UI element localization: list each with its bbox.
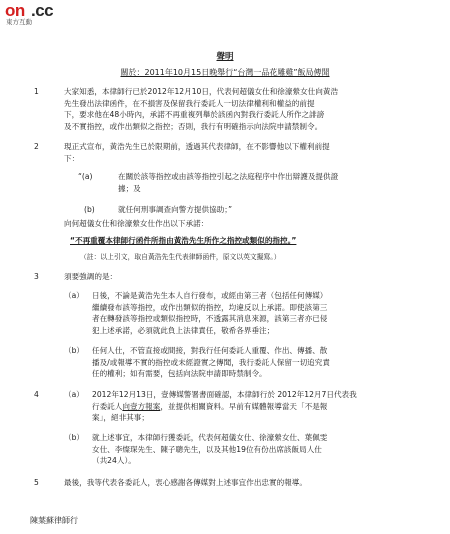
paragraph-1-line: 及不實指控，或作出類似之指控；否則，我行有明確指示向法院申請禁制令。 xyxy=(64,121,323,131)
site-logo[interactable] xyxy=(5,2,75,26)
paragraph-4b-label: （b） xyxy=(64,433,85,442)
firm-signature: 陳葉蘇律師行 xyxy=(30,516,78,525)
logo-brand-on: on xyxy=(5,1,25,20)
document-subject: 關於：2011年10月15日晚舉行“台灣一品花雕雞”飯局傳聞 xyxy=(120,68,330,77)
paragraph-4-number: 4 xyxy=(34,390,39,399)
paragraph-2a-line: 在關於該等指控或由該等指控引起之法庭程序中作出辯護及提供證 xyxy=(118,172,339,181)
paragraph-1-line: 先生發出法律函件，在不損害及保留我行委託人一切法律權利和權益的前提 xyxy=(64,98,315,108)
paragraph-3a-line: 者在轉發該等指控或類似指控時，不透露其消息來源，該第三者亦已侵 xyxy=(92,314,328,323)
paragraph-3a-line: 日後，不論是黃浩先生本人自行發布，或經由第三者（包括任何傳媒） xyxy=(92,291,328,300)
paragraph-2b: 就任何刑事調查向警方提供協助；” xyxy=(118,205,233,214)
paragraph-2-line: 下： xyxy=(64,153,80,163)
paragraph-3b xyxy=(92,345,444,380)
paragraph-4a-text: 行委託人 xyxy=(92,401,123,411)
paragraph-4a-text: ，並提供相關資料。早前有媒體報導當天「不是報 xyxy=(160,401,328,411)
paragraph-2-undertaking: “不再重覆本律師行函件所指由黃浩先生所作之指控或類似的指控。” xyxy=(70,236,297,245)
paragraph-2 xyxy=(64,141,444,164)
paragraph-4b-line: 就上述事宜，本律師行獲委託，代表何超儀女仕、徐濠縈女仕、葉佩雯 xyxy=(92,433,328,442)
paragraph-3-number: 3 xyxy=(34,272,39,281)
paragraph-2-undertaking-intro: 向何超儀女仕和徐濠縈女仕作出以下承諾： xyxy=(64,219,209,228)
paragraph-3b-line: 播及/或報導不實的指控或未經證實之傳聞，我行委託人保留一切追究責 xyxy=(92,357,330,367)
paragraph-2-note: （註：以上引文，取自黃浩先生代表律師函件，原文以英文擬寫。） xyxy=(80,253,281,261)
paragraph-4a-line: 2012年12月13日，壹傳媒警署書面確認，本律師行於 2012年12月7日代表我 xyxy=(92,390,357,399)
paragraph-4a-line: 案」，絕非其事； xyxy=(92,413,149,422)
paragraph-5-number: 5 xyxy=(34,478,39,487)
paragraph-2a-label: “(a) xyxy=(78,172,93,181)
paragraph-2-line: 現正式宣布，黃浩先生已於限期前，透過其代表律師，在不影響他以下權利前提 xyxy=(64,142,330,151)
paragraph-1-line: 大家知悉，本律師行已於2012年12月10日，代表何超儀女仕和徐濠縈女仕向黃浩 xyxy=(64,87,339,96)
document-title: 聲明 xyxy=(216,52,234,62)
paragraph-3a-label: （a） xyxy=(64,291,84,300)
paragraph-1 xyxy=(64,86,444,132)
paragraph-3a-line: 繼續發布該等指控，或作出類似的指控，均違反以上承諾。即使該第三 xyxy=(92,302,328,312)
paragraph-3a-line: 犯上述承諾，必須就此負上法律責任，敬希各界垂注； xyxy=(92,325,275,335)
paragraph-4b-line: 女仕、李燦琛先生、陳子聰先生，以及其他19位有份出席該飯局人仕 xyxy=(92,444,322,454)
paragraph-3a xyxy=(92,290,444,336)
paragraph-4b xyxy=(92,432,444,467)
paragraph-4a xyxy=(92,389,444,424)
paragraph-3b-line: 任的權利；如有需要，包括向法院申請即時禁制令。 xyxy=(92,369,267,378)
logo-brand-cc: .cc xyxy=(31,1,54,20)
paragraph-2a xyxy=(118,171,438,194)
paragraph-2-number: 2 xyxy=(34,142,39,151)
paragraph-4a-line xyxy=(92,401,444,413)
paragraph-4a-underlined: 向壹方報案 xyxy=(122,401,161,411)
paragraph-1-line: 下，要求他在48小時內，承諾不再重複列舉於該函內對我行委託人所作之誹謗 xyxy=(64,110,325,119)
paragraph-3-heading: 須要強調的是： xyxy=(64,272,118,281)
paragraph-1-number: 1 xyxy=(34,87,39,96)
logo-subtitle: 東方互動 xyxy=(6,18,32,26)
paragraph-4b-line: （共24人）。 xyxy=(92,456,136,465)
paragraph-3b-label: （b） xyxy=(64,346,85,355)
paragraph-2b-label: (b) xyxy=(84,205,95,214)
paragraph-4a-label: （a） xyxy=(64,390,84,399)
paragraph-5: 最後，我等代表各委託人，衷心感謝各傳媒對上述事宜作出忠實的報導。 xyxy=(64,478,307,487)
paragraph-2a-line: 據；及 xyxy=(118,183,141,193)
paragraph-3b-line: 任何人仕，不管直接或間接，對我行任何委託人重覆、作出、傳播、散 xyxy=(92,346,328,355)
